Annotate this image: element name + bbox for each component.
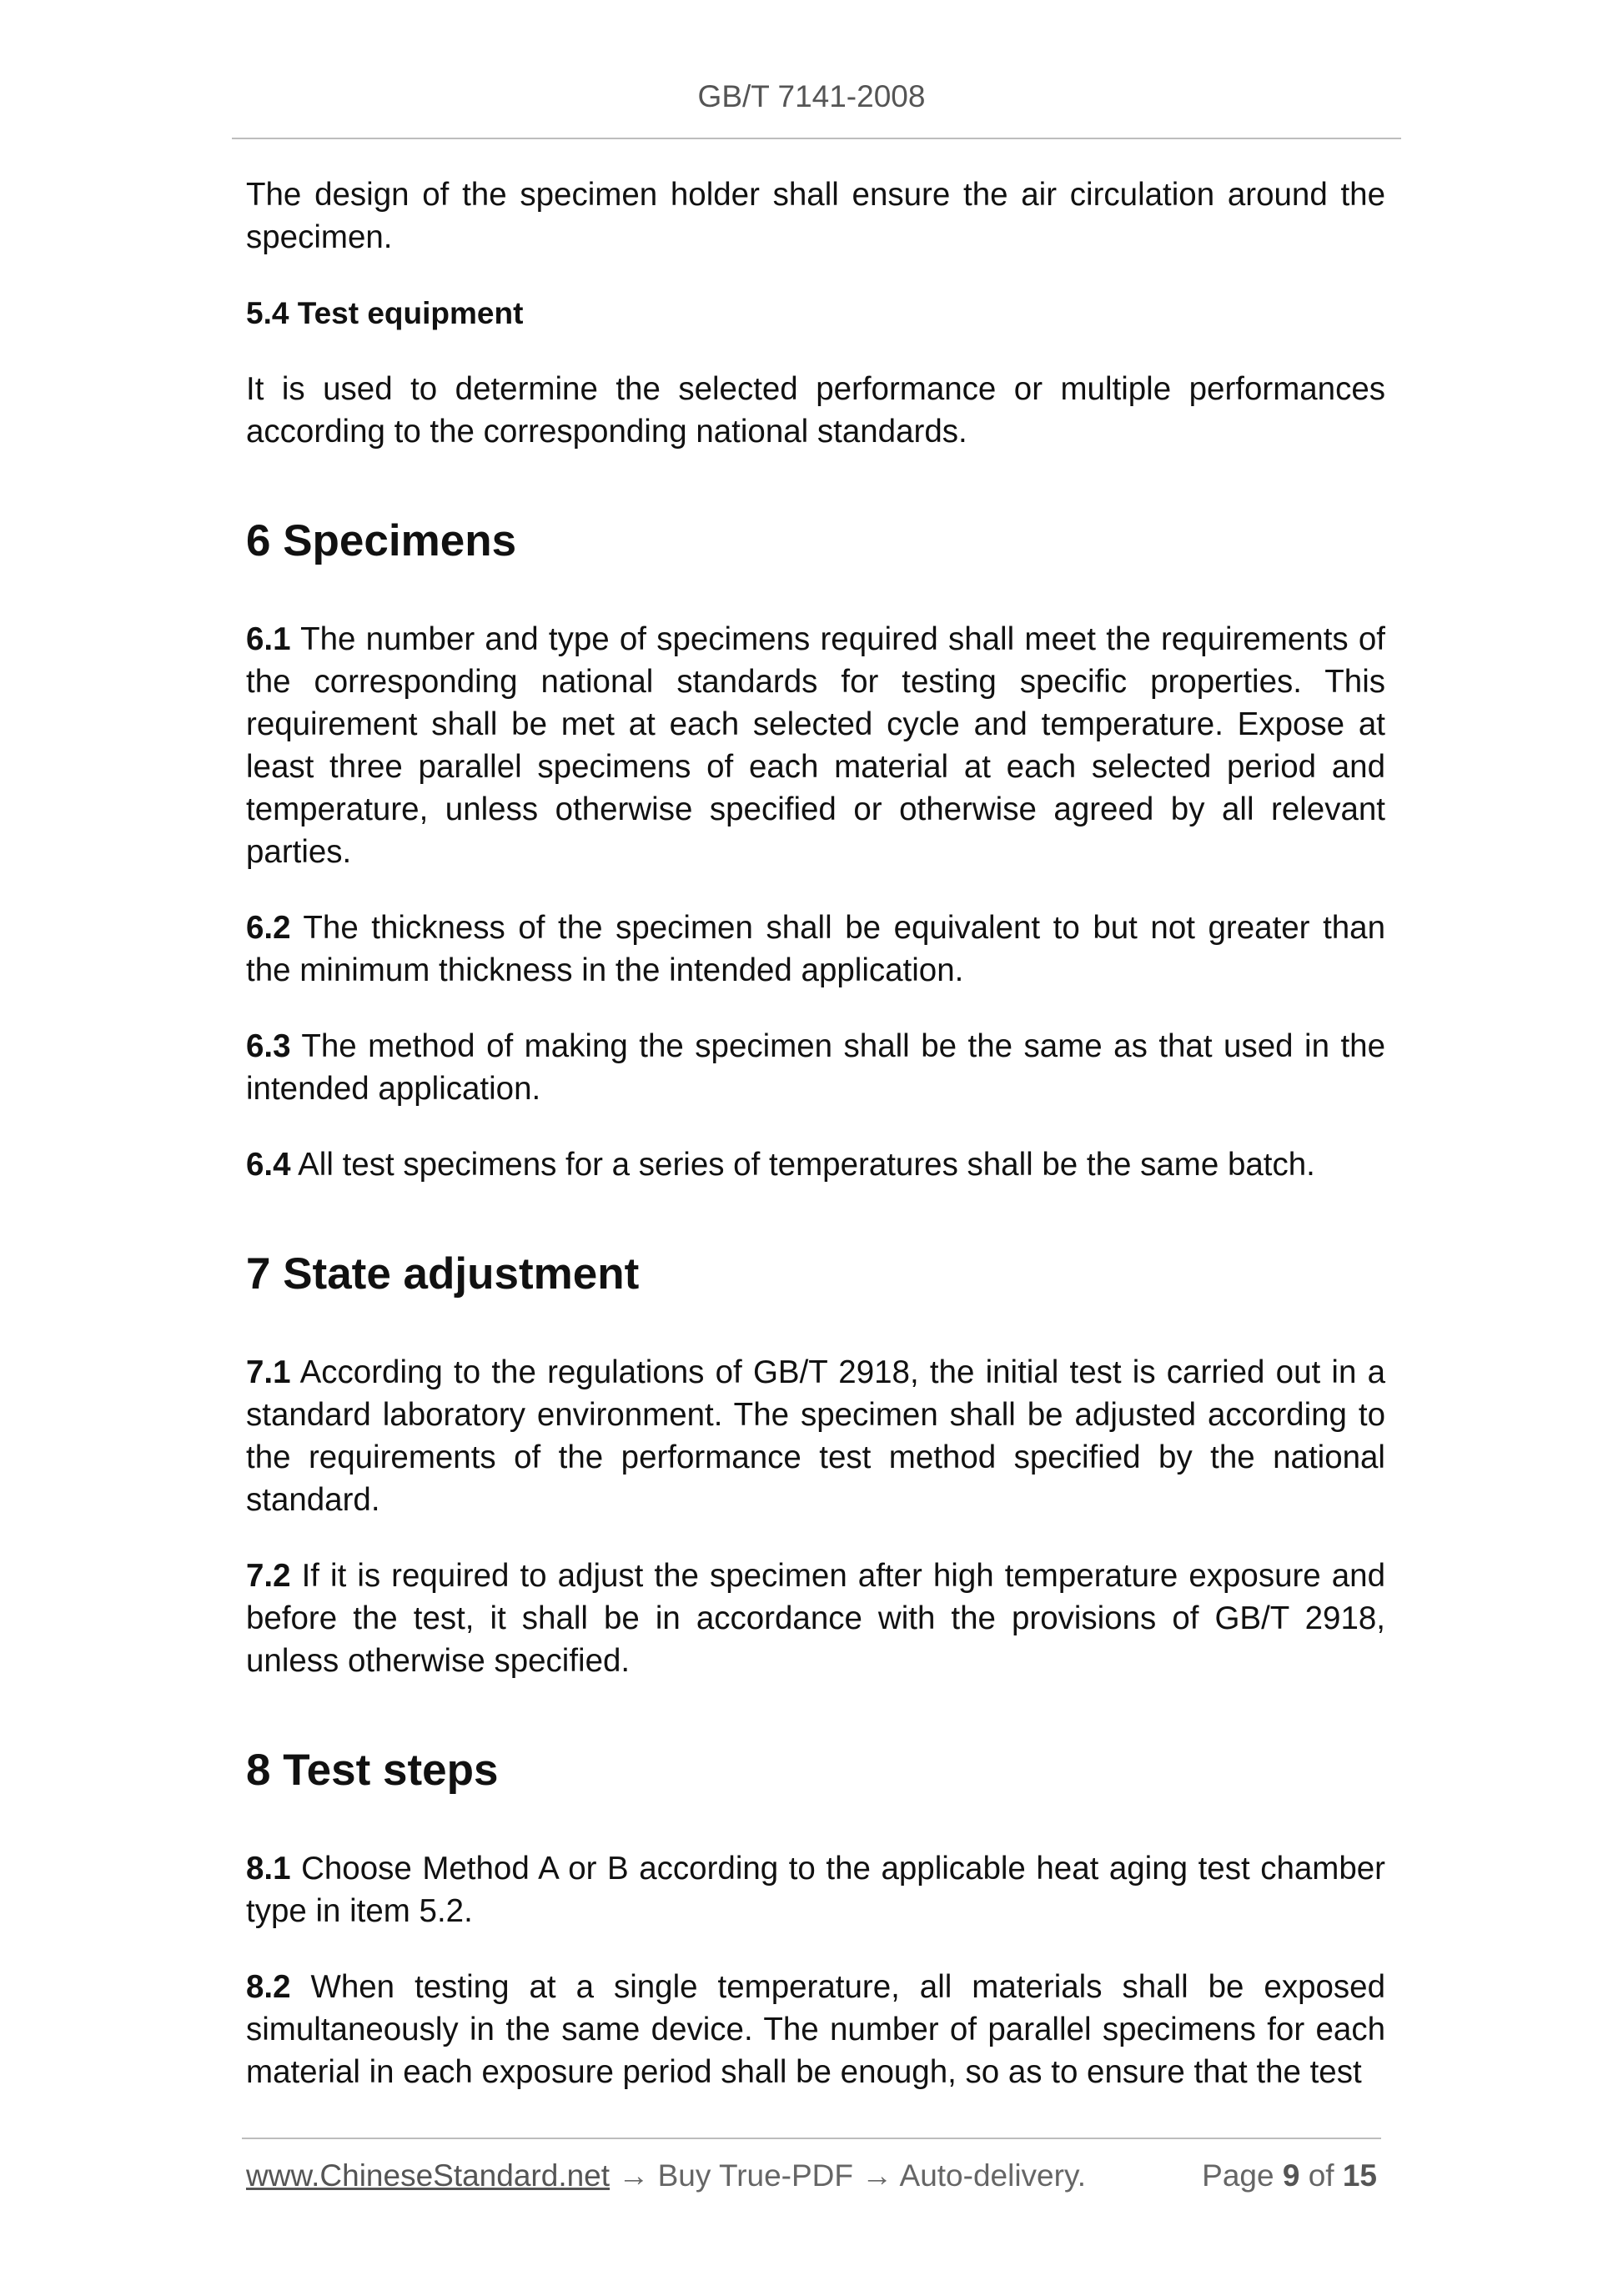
- paragraph-8-1: [246, 1847, 1385, 1932]
- paragraph-6-4: [246, 1143, 1385, 1186]
- page-number: 9: [1282, 2158, 1300, 2193]
- clause-number: 8.2: [246, 1969, 291, 2005]
- running-header: GB/T 7141-2008: [697, 79, 926, 113]
- page-content: [246, 173, 1385, 2093]
- section-8-heading: 8 Test steps: [246, 1746, 499, 1795]
- page-label: Page: [1202, 2158, 1283, 2193]
- clause-text: All test specimens for a series of temperatures shall be the same batch.: [290, 1147, 1315, 1183]
- clause-number: 6.1: [246, 621, 291, 657]
- of-label: of: [1299, 2158, 1343, 2193]
- clause-number: 6.3: [246, 1028, 291, 1064]
- paragraph-8-2: [246, 1966, 1385, 2093]
- paragraph-6-1: [246, 618, 1385, 873]
- page-indicator: [1202, 2158, 1377, 2193]
- clause-number: 6.2: [246, 910, 291, 946]
- section-5-4-text: It is used to determine the selected performance or multiple performances according to the corresponding national standards.: [246, 371, 1385, 450]
- paragraph-6-2: [246, 907, 1385, 992]
- header-divider: [232, 138, 1401, 139]
- clause-number: 7.1: [246, 1354, 291, 1390]
- clause-text: The method of making the specimen shall be the same as that used in the intended application.: [246, 1028, 1385, 1107]
- clause-text: According to the regulations of GB/T 2918, the initial test is carried out in a standard laboratory environment. The specimen shall be adjusted according to the requirements of the performance test method specified by the national standard.: [246, 1354, 1385, 1518]
- clause-text: Choose Method A or B according to the applicable heat aging test chamber type in item 5.2.: [246, 1851, 1385, 1929]
- clause-number: 8.1: [246, 1851, 291, 1887]
- paragraph-7-1: [246, 1351, 1385, 1521]
- paragraph-6-3: [246, 1025, 1385, 1110]
- footer-promo: [246, 2158, 1086, 2193]
- footer-divider: [242, 2138, 1381, 2139]
- website-link[interactable]: www.ChineseStandard.net: [246, 2158, 611, 2193]
- clause-number: 6.4: [246, 1147, 291, 1183]
- page-total: 15: [1342, 2158, 1377, 2193]
- intro-paragraph: The design of the specimen holder shall ensure the air circulation around the specimen.: [246, 177, 1385, 255]
- section-5-4-heading: 5.4 Test equipment: [246, 296, 524, 330]
- footer-tagline: → Buy True-PDF → Auto-delivery.: [610, 2158, 1086, 2193]
- section-7-heading: 7 State adjustment: [246, 1249, 640, 1299]
- clause-number: 7.2: [246, 1558, 291, 1594]
- clause-text: If it is required to adjust the specimen after high temperature exposure and before the test, it shall be in accordance with the provisions of GB/T 2918, unless otherwise specified.: [246, 1558, 1385, 1679]
- clause-text: The number and type of specimens required shall meet the requirements of the corresponding national standards for testing specific properties. This requirement shall be met at each selected cycle and temperature. Expose at least three parallel specimens of each material at each selected period and temperature, unless otherwise specified or otherwise agreed by all relevant parties.: [246, 621, 1385, 870]
- section-6-heading: 6 Specimens: [246, 516, 517, 565]
- clause-text: When testing at a single temperature, all materials shall be exposed simultaneously in the same device. The number of parallel specimens for each material in each exposure period shall be enough, so as to ensure that the test: [246, 1969, 1385, 2090]
- clause-text: The thickness of the specimen shall be equivalent to but not greater than the minimum thickness in the intended application.: [246, 910, 1385, 988]
- paragraph-7-2: [246, 1555, 1385, 1682]
